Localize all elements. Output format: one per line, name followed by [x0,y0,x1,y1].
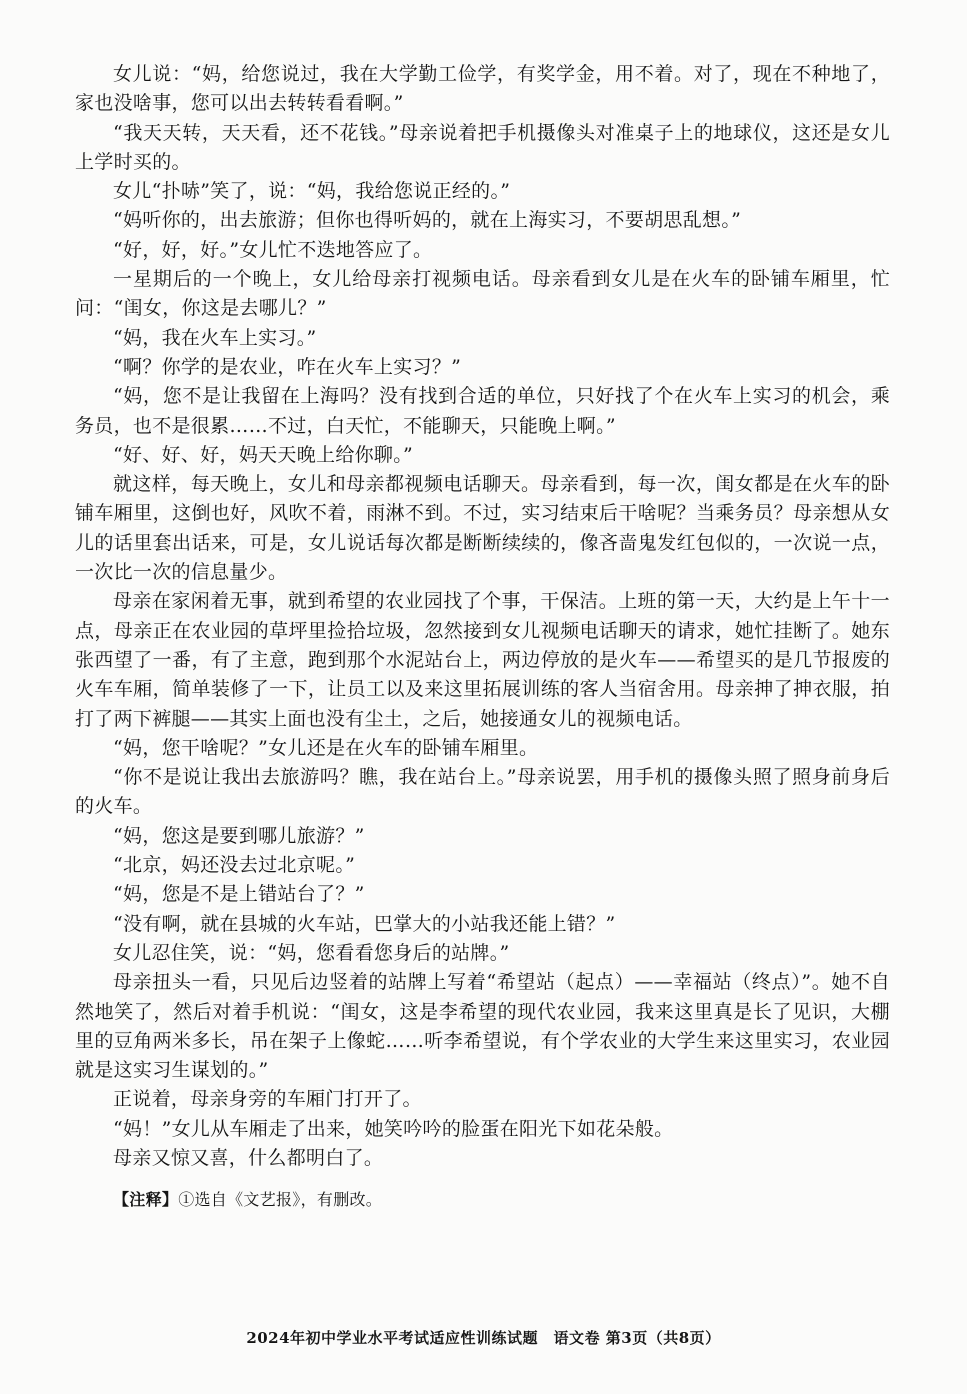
paragraph: 女儿忍住笑，说：“妈，您看看您身后的站牌。” [113,941,510,964]
paragraph: 就这样，每天晚上，女儿和母亲都视频电话聊天。母亲看到，每一次，闺女都是在火车的卧铺车厢里，这倒也好，风吹不着，雨淋不到。不过，实习结束后干啥呢？当乘务员？母亲想从女儿的话里套出话来，可是，女儿说话每次都是断断续续的，像吝啬鬼发红包似的，一次说一点，一次比一次的信息量少。 [75,473,890,584]
paragraph: 一星期后的一个晚上，女儿给母亲打视频电话。母亲看到女儿是在火车的卧铺车厢里，忙问：“闺女，你这是去哪儿？” [75,268,890,320]
paragraph: “妈听你的，出去旅游；但你也得听妈的，就在上海实习，不要胡思乱想。” [113,209,742,232]
paragraph: “妈！”女儿从车厢走了出来，她笑吟吟的脸蛋在阳光下如花朵般。 [113,1117,674,1140]
paragraph: “妈，您不是让我留在上海吗？没有找到合适的单位，只好找了个在火车上实习的机会，乘务员，也不是很累……不过，白天忙，不能聊天，只能晚上啊。” [75,385,890,437]
paragraph: “没有啊，就在县城的火车站，巴掌大的小站我还能上错？” [113,912,616,935]
paragraph: “我天天转，天天看，还不花钱。”母亲说着把手机摄像头对准桌子上的地球仪，这还是女儿上学时买的。 [75,121,890,173]
paragraph: “好、好、好，妈天天晚上给你聊。” [113,443,414,466]
story-text [75,60,890,1213]
paragraph: “你不是说让我出去旅游吗？瞧，我在站台上。”母亲说罢，用手机的摄像头照了照身前身后的火车。 [75,766,890,818]
paragraph: “北京，妈还没去过北京呢。” [113,854,356,877]
footnote [75,1187,890,1213]
paragraph: “妈，您是不是上错站台了？” [113,883,365,906]
paragraph: “妈，我在火车上实习。” [113,326,317,349]
footnote-label: 【注释】 [113,1190,179,1210]
footnote-text: ①选自《文艺报》，有删改。 [178,1190,383,1210]
paragraph: 正说着，母亲身旁的车厢门打开了。 [113,1088,422,1111]
paragraph: 女儿“扑哧”笑了，说：“妈，我给您说正经的。” [113,180,511,203]
paragraph: 女儿说：“妈，给您说过，我在大学勤工俭学，有奖学金，用不着。对了，现在不种地了，家也没啥事，您可以出去转转看看啊。” [75,63,890,115]
paragraph: 母亲在家闲着无事，就到希望的农业园找了个事，干保洁。上班的第一天，大约是上午十一点，母亲正在农业园的草坪里捡拾垃圾，忽然接到女儿视频电话聊天的请求，她忙挂断了。她东张西望了一番，有了主意，跑到那个水泥站台上，两边停放的是火车——希望买的是几节报废的火车车厢，简单装修了一下，让员工以及来这里拓展训练的客人当宿舍用。母亲抻了抻衣服，拍打了两下裤腿——其实上面也没有尘土，之后，她接通女儿的视频电话。 [75,590,890,730]
paragraph: “妈，您这是要到哪儿旅游？” [113,824,365,847]
paragraph: “啊？你学的是农业，咋在火车上实习？” [113,355,462,378]
paragraph: “妈，您干啥呢？”女儿还是在火车的卧铺车厢里。 [113,736,539,759]
page-footer: 2024年初中学业水平考试适应性训练试题 语文卷 第3页（共8页） [246,1329,721,1347]
paragraph: 母亲又惊又喜，什么都明白了。 [113,1146,384,1169]
paragraph: “好，好，好。”女儿忙不迭地答应了。 [113,238,433,261]
paragraph: 母亲扭头一看，只见后边竖着的站牌上写着“希望站（起点）——幸福站（终点）”。她不自然地笑了，然后对着手机说：“闺女，这是李希望的现代农业园，我来这里真是长了见识，大棚里的豆角两米多长，吊在架子上像蛇……听李希望说，有个学农业的大学生来这里实习，农业园就是这实习生谋划的。” [75,971,890,1082]
